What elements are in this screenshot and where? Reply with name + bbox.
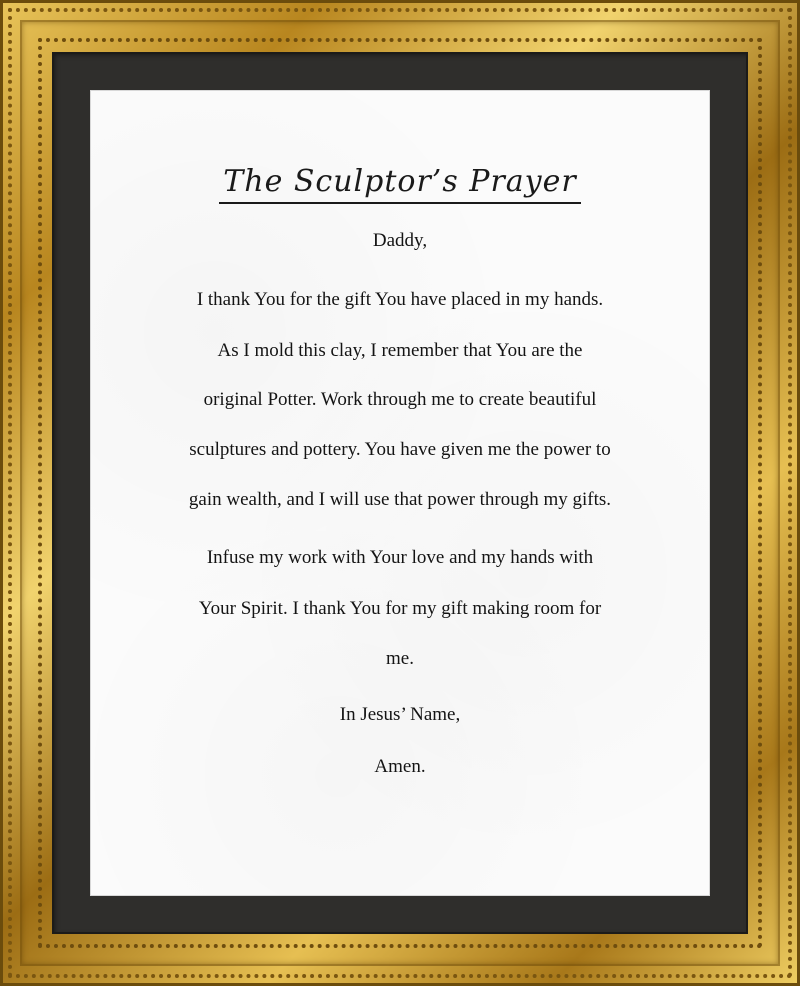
prayer-line-5: gain wealth, and I will use that power through my gifts. xyxy=(188,489,612,510)
prayer-line-2: As I mold this clay, I remember that You are the xyxy=(217,340,583,361)
amen-line: Amen. xyxy=(374,756,426,777)
prayer-line-8: me. xyxy=(386,648,414,669)
prayer-line-7: Your Spirit. I thank You for my gift making room for xyxy=(198,598,602,619)
salutation: Daddy, xyxy=(372,230,428,251)
prayer-line-4: sculptures and pottery. You have given me the power to xyxy=(189,439,611,460)
prayer-title xyxy=(91,164,709,204)
prayer-title-text: The Sculptor’s Prayer xyxy=(219,164,580,204)
prayer-line-1: I thank You for the gift You have placed in my hands. xyxy=(196,289,604,310)
prayer-line-3: original Potter. Work through me to create beautiful xyxy=(203,389,597,410)
prayer-line-6: Infuse my work with Your love and my hands with xyxy=(206,547,594,568)
closing-line: In Jesus’ Name, xyxy=(339,704,461,725)
prayer-paper xyxy=(91,91,709,895)
